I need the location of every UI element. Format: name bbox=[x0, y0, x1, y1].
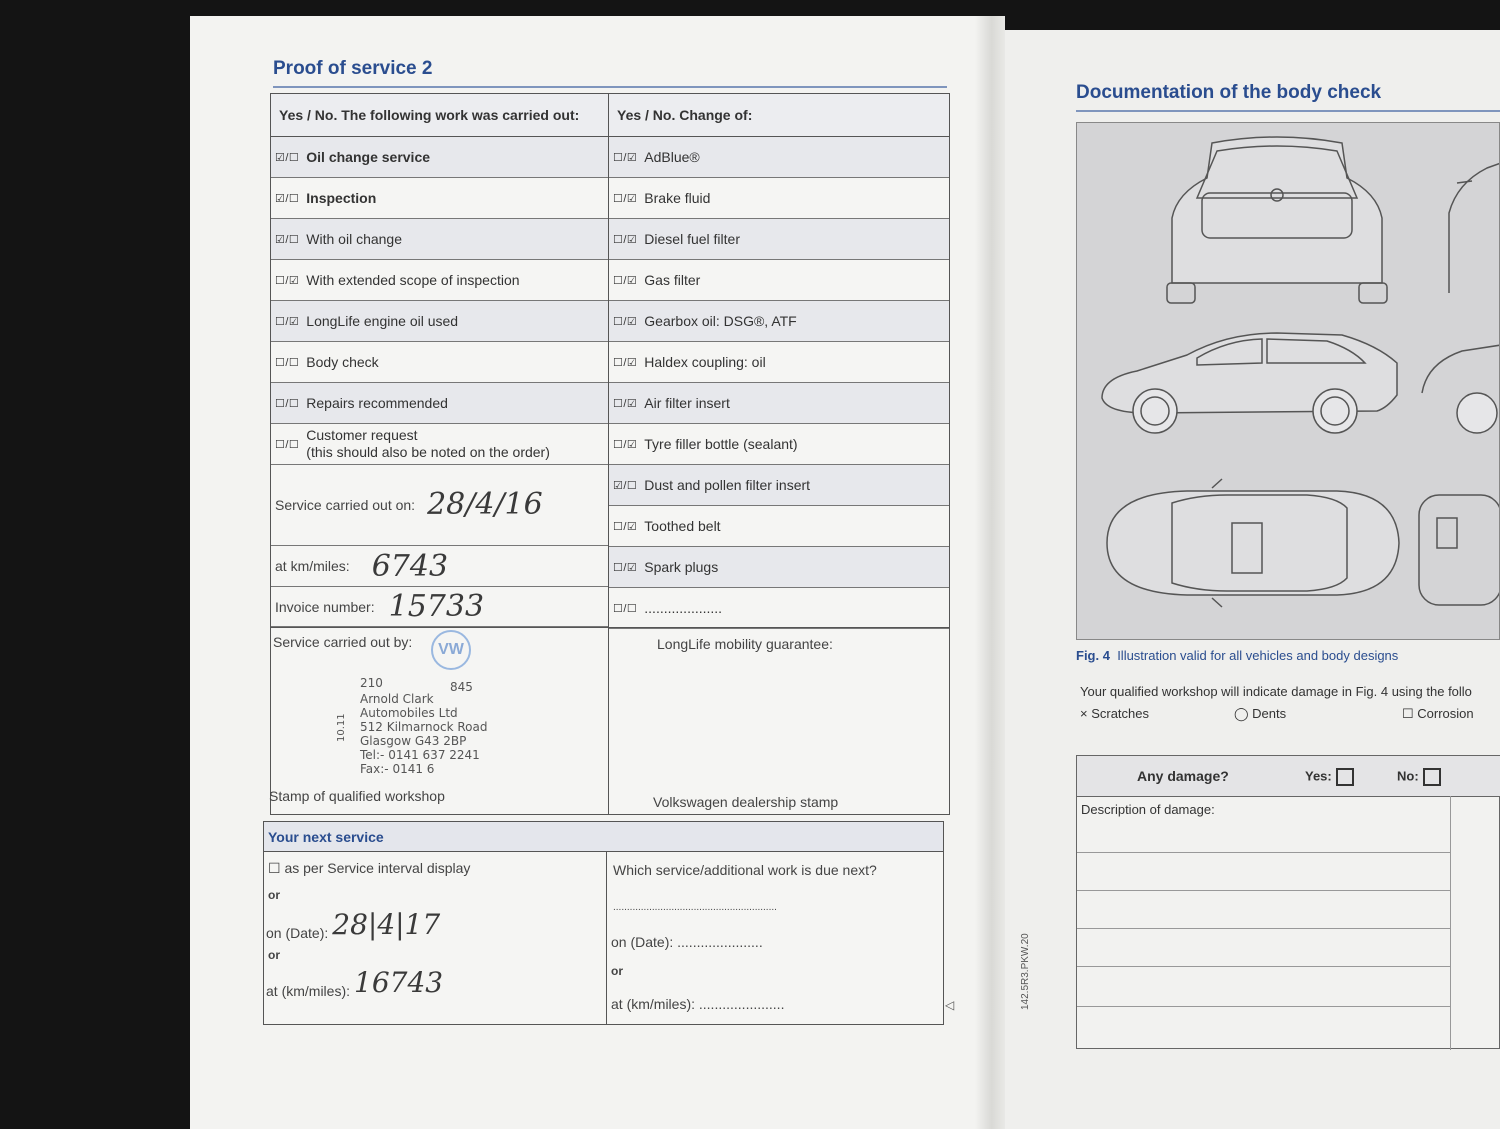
workshop-stamp-area bbox=[271, 627, 608, 815]
yes-no-checkbox[interactable]: ☐/☑ bbox=[613, 561, 638, 574]
yes-no-checkbox[interactable]: ☐/☑ bbox=[613, 274, 638, 287]
or-label-1: or bbox=[268, 888, 280, 902]
stamp-line: 512 Kilmarnock Road bbox=[360, 720, 488, 734]
stamp-line: Glasgow G43 2BP bbox=[360, 734, 467, 748]
work-label-line2: (this should also be noted on the order) bbox=[306, 444, 550, 460]
yes-no-checkbox[interactable]: ☐/☐ bbox=[613, 602, 638, 615]
change-label: Gas filter bbox=[644, 272, 701, 288]
change-row bbox=[609, 465, 949, 506]
or-label-2: or bbox=[268, 948, 280, 962]
work-row bbox=[271, 424, 608, 465]
invoice-row bbox=[271, 587, 608, 627]
yes-no-checkbox[interactable]: ☐/☑ bbox=[613, 151, 638, 164]
yes-no-checkbox[interactable]: ☑/☐ bbox=[275, 192, 300, 205]
carried-by-label: Service carried out by: bbox=[273, 634, 413, 650]
yes-no-checkbox[interactable]: ☐/☐ bbox=[275, 356, 300, 369]
next-service-title: Your next service bbox=[264, 822, 943, 852]
change-label: Diesel fuel filter bbox=[644, 231, 740, 247]
car-outlines-icon bbox=[1077, 123, 1500, 640]
change-row bbox=[609, 342, 949, 383]
damage-yes[interactable]: Yes: bbox=[1305, 768, 1354, 786]
invoice-value[interactable]: 15733 bbox=[388, 589, 485, 624]
stamp-line: Automobiles Ltd bbox=[360, 706, 458, 720]
description-line bbox=[1077, 890, 1450, 891]
km-value[interactable]: 6743 bbox=[371, 548, 449, 584]
page-title: Proof of service 2 bbox=[273, 58, 433, 79]
stamp-code-1: 210 bbox=[360, 676, 383, 690]
body-check-title: Documentation of the body check bbox=[1076, 82, 1382, 103]
yes-no-checkbox[interactable]: ☐/☐ bbox=[275, 438, 300, 451]
figure-description: Illustration valid for all vehicles and body designs bbox=[1117, 648, 1399, 663]
dealership-stamp-area bbox=[609, 627, 949, 815]
change-row bbox=[609, 178, 949, 219]
yes-no-checkbox[interactable]: ☐/☑ bbox=[613, 520, 638, 533]
yes-no-checkbox[interactable]: ☐/☐ bbox=[275, 397, 300, 410]
yes-no-checkbox[interactable]: ☐/☑ bbox=[613, 233, 638, 246]
km-label: at km/miles: bbox=[275, 558, 350, 574]
change-row bbox=[609, 424, 949, 465]
yes-no-checkbox[interactable]: ☐/☑ bbox=[613, 356, 638, 369]
legend-corrosion: ☐ Corrosion bbox=[1402, 706, 1474, 721]
change-label: .................... bbox=[644, 600, 723, 616]
work-row bbox=[271, 178, 608, 219]
service-date-value[interactable]: 28/4/16 bbox=[427, 487, 543, 522]
next-date-value[interactable]: 28|4|17 bbox=[332, 908, 441, 941]
work-label bbox=[306, 427, 550, 461]
body-check-rule bbox=[1076, 110, 1500, 112]
book-spine bbox=[975, 16, 1005, 1129]
header-work-carried-out: Yes / No. The following work was carried out: bbox=[271, 94, 608, 137]
stamp-line: Arnold Clark bbox=[360, 692, 434, 706]
work-label-line1: Customer request bbox=[306, 427, 418, 443]
change-label: Tyre filler bottle (sealant) bbox=[644, 436, 798, 452]
stamp-line: Tel:- 0141 637 2241 bbox=[360, 748, 480, 762]
header-change-of: Yes / No. Change of: bbox=[609, 94, 949, 137]
document-code: 142.5R3.PKW.20 bbox=[1020, 933, 1031, 1010]
change-label: AdBlue® bbox=[644, 149, 700, 165]
work-label: Repairs recommended bbox=[306, 395, 448, 411]
service-date-row bbox=[271, 464, 608, 546]
due-next-km[interactable]: at (km/miles): ...................... bbox=[611, 996, 785, 1012]
any-damage-label: Any damage? bbox=[1137, 768, 1229, 784]
change-row bbox=[609, 588, 949, 629]
yes-no-checkbox[interactable]: ☑/☐ bbox=[275, 233, 300, 246]
vehicle-illustration bbox=[1076, 122, 1500, 640]
damage-no[interactable]: No: bbox=[1397, 768, 1441, 786]
work-label: Inspection bbox=[306, 190, 377, 206]
service-table bbox=[270, 93, 950, 815]
work-row bbox=[271, 219, 608, 260]
yes-no-checkbox[interactable]: ☐/☑ bbox=[613, 397, 638, 410]
next-date-label: on (Date): bbox=[266, 925, 329, 941]
km-row bbox=[271, 546, 608, 587]
change-row bbox=[609, 383, 949, 424]
change-label: Air filter insert bbox=[644, 395, 730, 411]
damage-column-divider bbox=[1450, 796, 1451, 1050]
damage-form bbox=[1076, 755, 1500, 1049]
yes-no-checkbox[interactable]: ☐/☑ bbox=[275, 315, 300, 328]
vw-logo-icon: VW bbox=[431, 630, 471, 670]
work-row bbox=[271, 301, 608, 342]
change-label: Haldex coupling: oil bbox=[644, 354, 766, 370]
next-date-field bbox=[266, 908, 440, 941]
description-line bbox=[1077, 1006, 1450, 1007]
work-row bbox=[271, 137, 608, 178]
change-label: Gearbox oil: DSG®, ATF bbox=[644, 313, 797, 329]
work-row bbox=[271, 260, 608, 301]
dealer-stamp-label: Volkswagen dealership stamp bbox=[653, 794, 839, 810]
stamp-label: Stamp of qualified workshop bbox=[269, 788, 445, 804]
due-next-question: Which service/additional work is due next? bbox=[613, 862, 877, 878]
title-rule bbox=[273, 86, 947, 88]
due-next-date[interactable]: on (Date): ...................... bbox=[611, 934, 763, 950]
yes-no-checkbox[interactable]: ☐/☑ bbox=[275, 274, 300, 287]
page-turn-arrow-icon: ◁ bbox=[945, 998, 955, 1012]
change-label: Dust and pollen filter insert bbox=[644, 477, 811, 493]
yes-no-checkbox[interactable]: ☐/☑ bbox=[613, 192, 638, 205]
damage-description-label: Description of damage: bbox=[1081, 802, 1215, 817]
work-label: LongLife engine oil used bbox=[306, 313, 459, 329]
change-row bbox=[609, 506, 949, 547]
no-checkbox-icon[interactable] bbox=[1423, 768, 1441, 786]
damage-instruction: Your qualified workshop will indicate damage in Fig. 4 using the follo bbox=[1080, 684, 1472, 699]
figure-caption bbox=[1076, 648, 1398, 663]
figure-number: Fig. 4 bbox=[1076, 648, 1110, 663]
damage-header bbox=[1077, 756, 1500, 797]
description-line bbox=[1077, 928, 1450, 929]
stamp-vertical-code: 10.11 bbox=[336, 713, 347, 742]
work-row bbox=[271, 383, 608, 424]
change-label: Brake fluid bbox=[644, 190, 711, 206]
change-row bbox=[609, 301, 949, 342]
stamp-address bbox=[360, 692, 487, 776]
yes-no-checkbox[interactable]: ☑/☐ bbox=[275, 151, 300, 164]
interval-display-option[interactable]: ☐ as per Service interval display bbox=[268, 860, 471, 876]
work-label: Oil change service bbox=[306, 149, 431, 165]
description-line bbox=[1077, 966, 1450, 967]
invoice-label: Invoice number: bbox=[275, 598, 375, 615]
next-km-field bbox=[266, 966, 443, 999]
change-row bbox=[609, 219, 949, 260]
description-line bbox=[1077, 852, 1450, 853]
yes-checkbox-icon[interactable] bbox=[1336, 768, 1354, 786]
change-row bbox=[609, 547, 949, 588]
work-label: Body check bbox=[306, 354, 379, 370]
legend-scratches: × Scratches bbox=[1080, 706, 1150, 721]
change-row bbox=[609, 260, 949, 301]
stamp-code-2: 845 bbox=[450, 680, 473, 694]
service-date-label: Service carried out on: bbox=[275, 496, 416, 513]
work-row bbox=[271, 342, 608, 383]
next-column-divider bbox=[606, 852, 607, 1024]
stamp-line: Fax:- 0141 6 bbox=[360, 762, 435, 776]
next-service-table bbox=[263, 821, 944, 1025]
change-row bbox=[609, 137, 949, 178]
due-next-or: or bbox=[611, 964, 623, 978]
work-label: With extended scope of inspection bbox=[306, 272, 520, 288]
next-km-value[interactable]: 16743 bbox=[354, 966, 444, 999]
yes-no-checkbox[interactable]: ☐/☑ bbox=[613, 315, 638, 328]
change-label: Spark plugs bbox=[644, 559, 719, 575]
work-label: With oil change bbox=[306, 231, 402, 247]
legend-dents: ◯ Dents bbox=[1234, 706, 1287, 721]
due-next-line[interactable]: ........................................................... bbox=[613, 902, 777, 913]
yes-no-checkbox[interactable]: ☐/☑ bbox=[613, 438, 638, 451]
change-label: Toothed belt bbox=[644, 518, 721, 534]
guarantee-label: LongLife mobility guarantee: bbox=[657, 636, 833, 652]
next-km-label: at (km/miles): bbox=[266, 983, 350, 999]
yes-no-checkbox[interactable]: ☑/☐ bbox=[613, 479, 638, 492]
